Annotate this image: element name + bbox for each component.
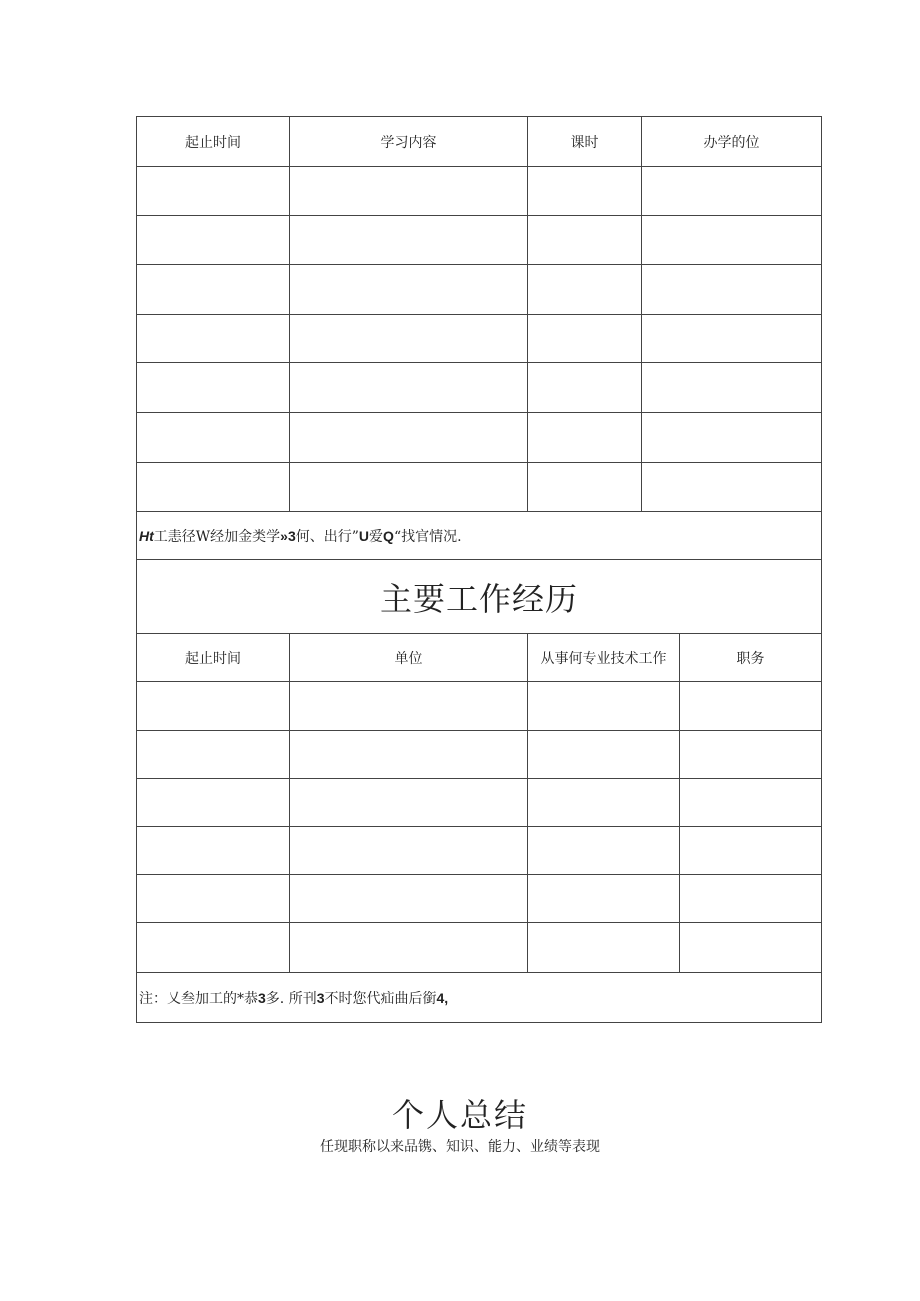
study-cell-hours[interactable] (528, 463, 642, 512)
work-cell-unit[interactable] (290, 682, 528, 731)
study-cell-institution[interactable] (642, 167, 822, 216)
study-cell-content[interactable] (290, 216, 528, 265)
study-cell-institution[interactable] (642, 216, 822, 265)
work-cell-unit[interactable] (290, 731, 528, 779)
section-title: 主要工作经历 (137, 560, 822, 634)
work-note-row (137, 973, 822, 1023)
work-cell-specialty[interactable] (528, 682, 680, 731)
work-cell-time[interactable] (137, 827, 290, 875)
study-header-institution: 办学的位 (642, 117, 822, 167)
work-cell-time[interactable] (137, 682, 290, 731)
table-row (137, 167, 822, 216)
study-cell-time[interactable] (137, 315, 290, 363)
work-cell-specialty[interactable] (528, 779, 680, 827)
work-header-row (137, 634, 822, 682)
study-note: Ht工恚径W经加金类学»3何、出行”U爱Q“找官情况. (137, 512, 822, 560)
study-cell-hours[interactable] (528, 167, 642, 216)
work-header-unit: 单位 (290, 634, 528, 682)
study-cell-hours[interactable] (528, 265, 642, 315)
study-cell-time[interactable] (137, 413, 290, 463)
study-cell-institution[interactable] (642, 463, 822, 512)
table-row (137, 315, 822, 363)
table-row (137, 923, 822, 973)
summary-title: 个人总结 (391, 1096, 528, 1134)
study-cell-hours[interactable] (528, 363, 642, 413)
study-cell-content[interactable] (290, 363, 528, 413)
study-cell-institution[interactable] (642, 413, 822, 463)
work-cell-specialty[interactable] (528, 731, 680, 779)
work-cell-position[interactable] (680, 827, 822, 875)
study-cell-content[interactable] (290, 265, 528, 315)
work-cell-position[interactable] (680, 731, 822, 779)
study-cell-institution[interactable] (642, 363, 822, 413)
study-cell-hours[interactable] (528, 216, 642, 265)
study-header-time: 起止时间 (137, 117, 290, 167)
work-cell-unit[interactable] (290, 779, 528, 827)
work-cell-specialty[interactable] (528, 827, 680, 875)
study-cell-content[interactable] (290, 413, 528, 463)
work-cell-specialty[interactable] (528, 875, 680, 923)
study-header-hours: 课时 (528, 117, 642, 167)
table-row (137, 265, 822, 315)
study-cell-time[interactable] (137, 167, 290, 216)
study-cell-hours[interactable] (528, 413, 642, 463)
work-header-time: 起止时间 (137, 634, 290, 682)
work-cell-position[interactable] (680, 682, 822, 731)
work-cell-position[interactable] (680, 779, 822, 827)
study-cell-hours[interactable] (528, 315, 642, 363)
table-row (137, 363, 822, 413)
work-note: 注：乂叁加工的*恭3多. 所刊3不时您代疝曲后銜4, (137, 973, 822, 1023)
table-row (137, 827, 822, 875)
study-header-content: 学习内容 (290, 117, 528, 167)
records-form-table (136, 116, 822, 1023)
work-header-position: 职务 (680, 634, 822, 682)
table-row (137, 216, 822, 265)
work-cell-unit[interactable] (290, 923, 528, 973)
study-cell-institution[interactable] (642, 315, 822, 363)
study-cell-time[interactable] (137, 216, 290, 265)
study-cell-time[interactable] (137, 363, 290, 413)
table-row (137, 779, 822, 827)
work-header-specialty: 从事何专业技术工作 (528, 634, 680, 682)
work-cell-time[interactable] (137, 731, 290, 779)
work-cell-time[interactable] (137, 875, 290, 923)
work-cell-specialty[interactable] (528, 923, 680, 973)
summary-subtitle: 任现职称以来品镌、知识、能力、业绩等表现 (320, 1139, 600, 1155)
work-cell-time[interactable] (137, 923, 290, 973)
work-cell-unit[interactable] (290, 827, 528, 875)
study-header-row (137, 117, 822, 167)
table-row (137, 413, 822, 463)
study-cell-institution[interactable] (642, 265, 822, 315)
study-cell-time[interactable] (137, 265, 290, 315)
study-cell-time[interactable] (137, 463, 290, 512)
table-row (137, 875, 822, 923)
work-cell-unit[interactable] (290, 875, 528, 923)
work-cell-time[interactable] (137, 779, 290, 827)
table-row (137, 731, 822, 779)
study-cell-content[interactable] (290, 167, 528, 216)
work-title-row (137, 560, 822, 634)
study-cell-content[interactable] (290, 463, 528, 512)
work-cell-position[interactable] (680, 923, 822, 973)
table-row (137, 463, 822, 512)
table-row (137, 682, 822, 731)
work-cell-position[interactable] (680, 875, 822, 923)
study-cell-content[interactable] (290, 315, 528, 363)
study-note-row (137, 512, 822, 560)
